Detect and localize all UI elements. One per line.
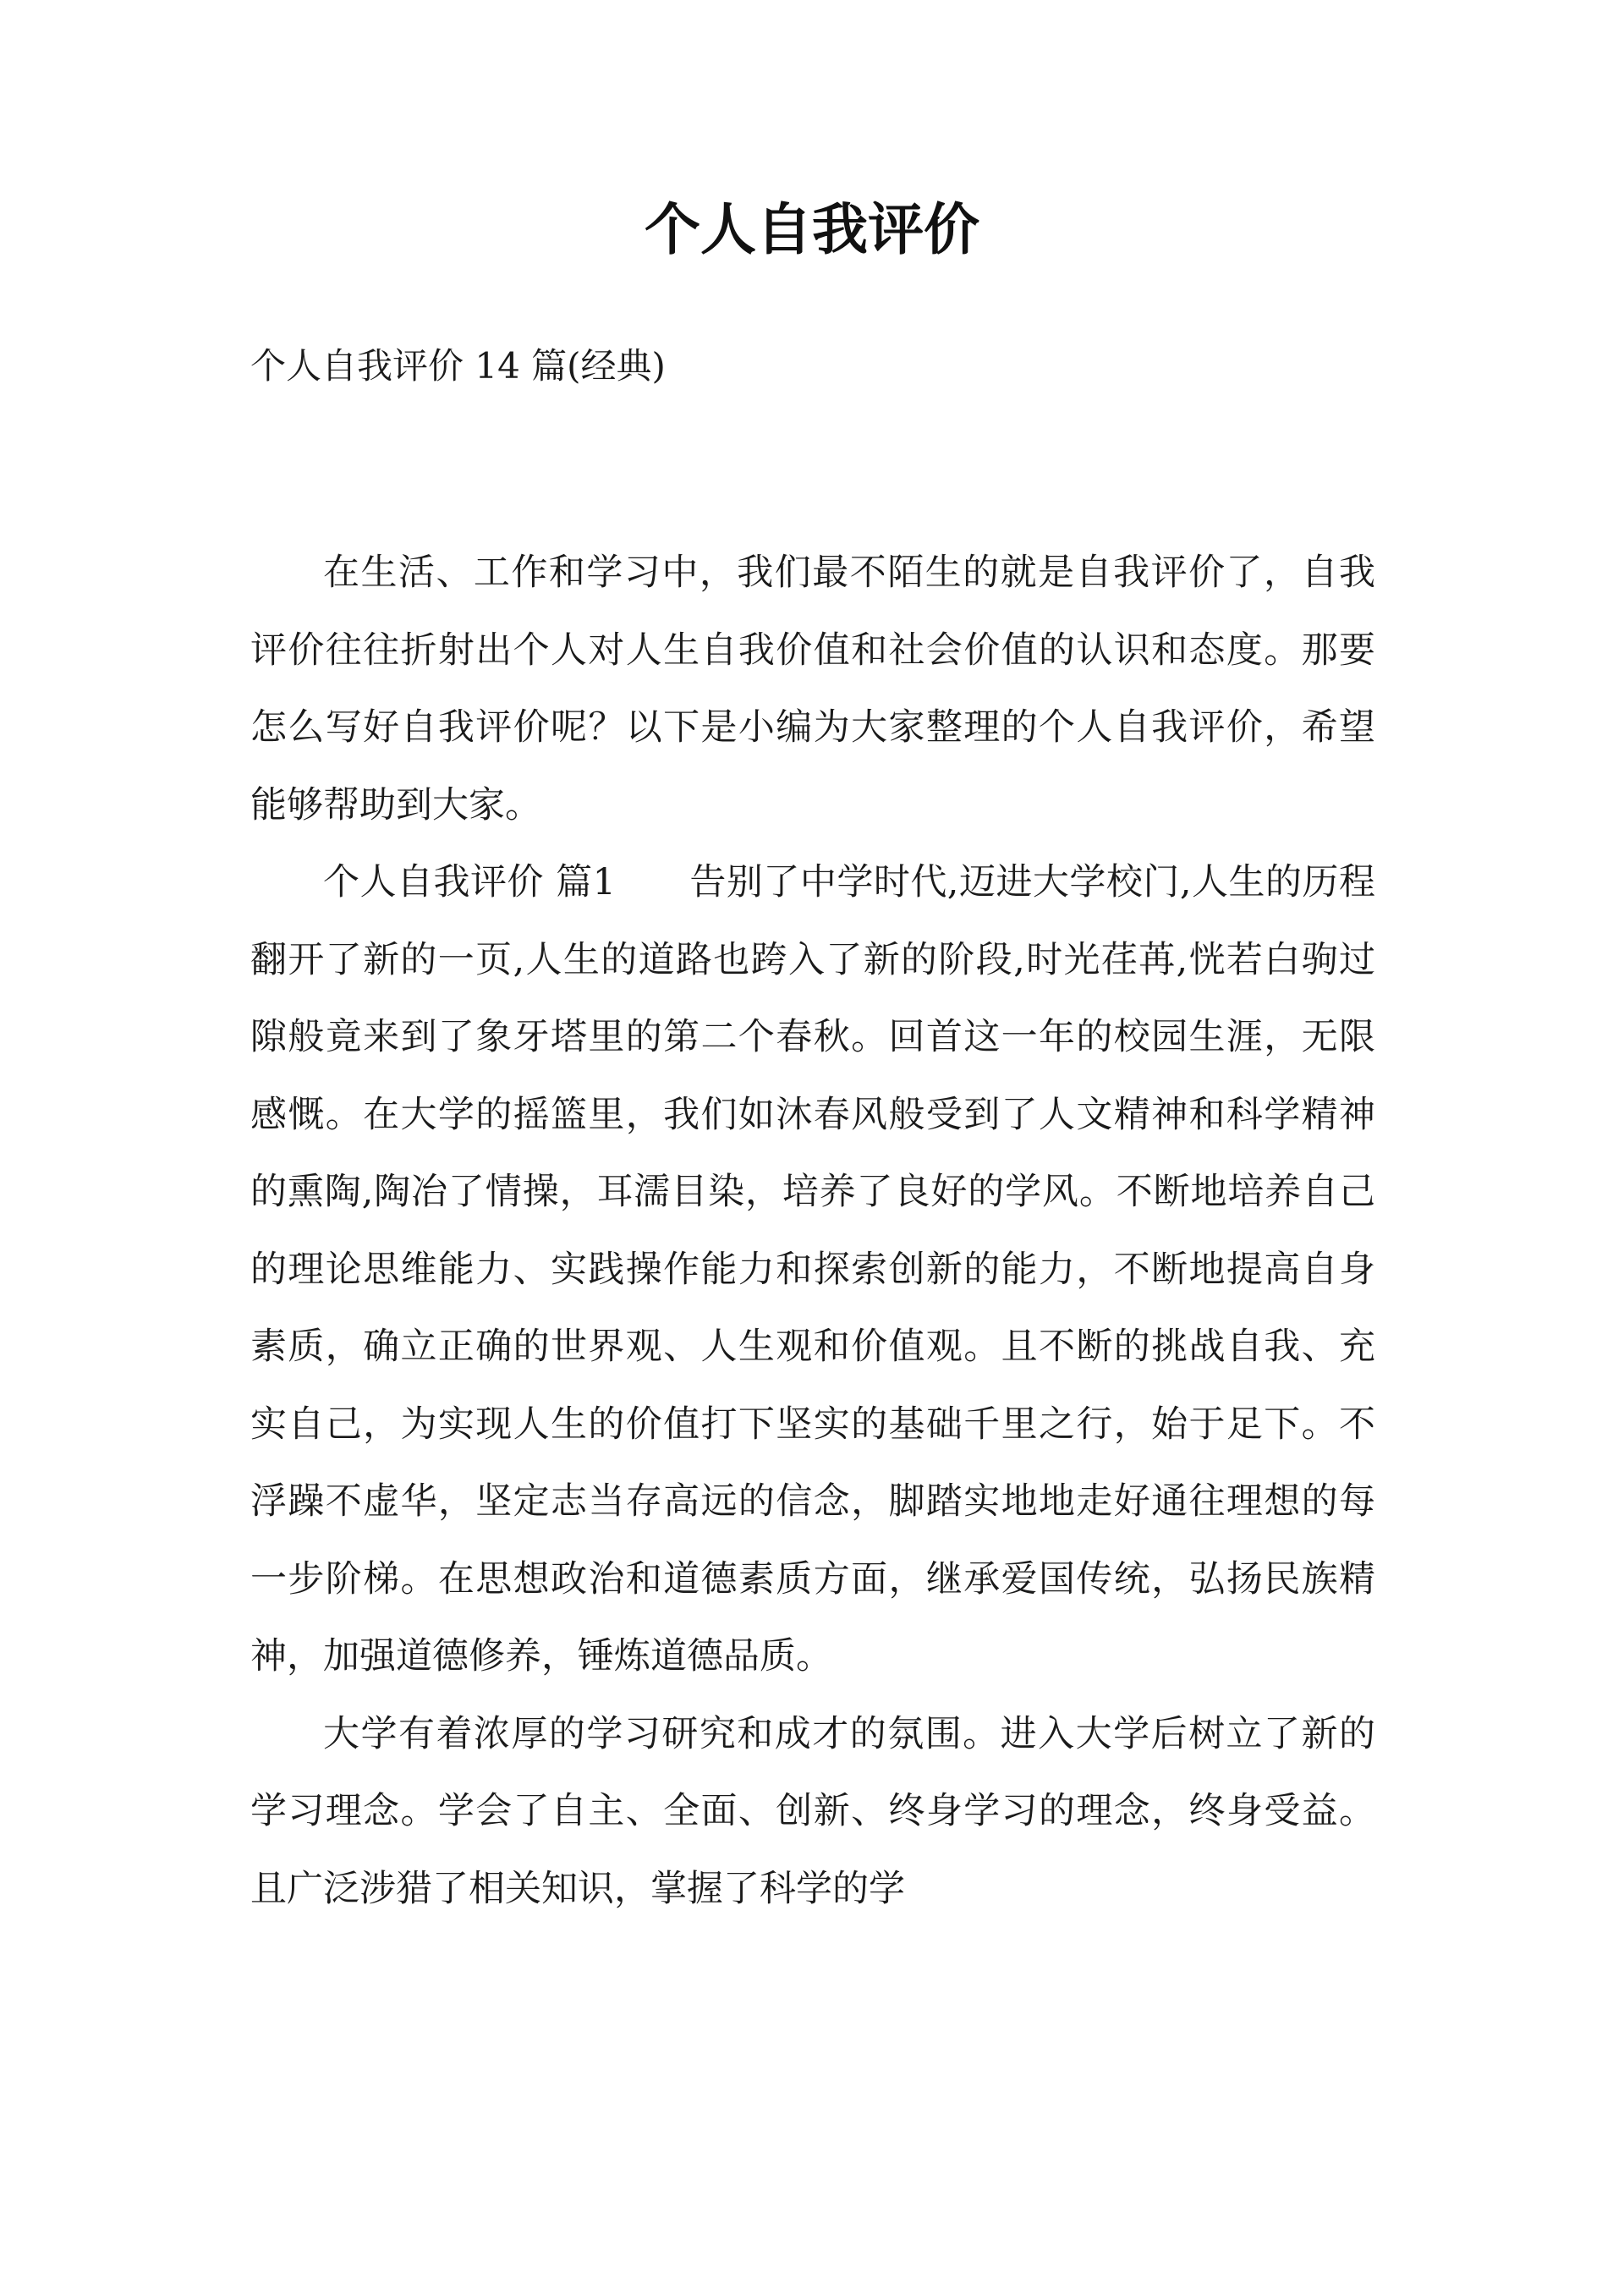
document-subtitle: 个人自我评价 14 篇(经典)	[250, 345, 666, 387]
paragraph-intro: 在生活、工作和学习中，我们最不陌生的就是自我评价了，自我评价往往折射出个人对人生自我价值和社会价值的认识和态度。那要怎么写好自我评价呢？以下是小编为大家整理的个人自我评价，希望能够帮助到大家。	[250, 552, 1375, 826]
document-body	[250, 535, 1375, 1928]
paragraph-section-1: 个人自我评价 篇1 告别了中学时代,迈进大学校门,人生的历程翻开了新的一页,人生的道路也跨入了新的阶段,时光荏苒,恍若白驹过隙般竟来到了象牙塔里的第二个春秋。回首这一年的校园生涯，无限感慨。在大学的摇篮里，我们如沐春风般受到了人文精神和科学精神的熏陶,陶冶了情操，耳濡目染，培养了良好的学风。不断地培养自己的理论思维能力、实践操作能力和探索创新的能力，不断地提高自身素质，确立正确的世界观、人生观和价值观。且不断的挑战自我、充实自己，为实现人生的价值打下坚实的基础千里之行，始于足下。不浮躁不虚华，坚定志当存高远的信念，脚踏实地地走好通往理想的每一步阶梯。在思想政治和道德素质方面，继承爱国传统，弘扬民族精神，加强道德修养，锤炼道德品质。	[250, 861, 1375, 1677]
document-title: 个人自我评价	[645, 196, 979, 262]
paragraph-study: 大学有着浓厚的学习研究和成才的氛围。进入大学后树立了新的学习理念。学会了自主、全面、创新、终身学习的理念，终身受益。且广泛涉猎了相关知识，掌握了科学的学	[250, 1712, 1375, 1910]
